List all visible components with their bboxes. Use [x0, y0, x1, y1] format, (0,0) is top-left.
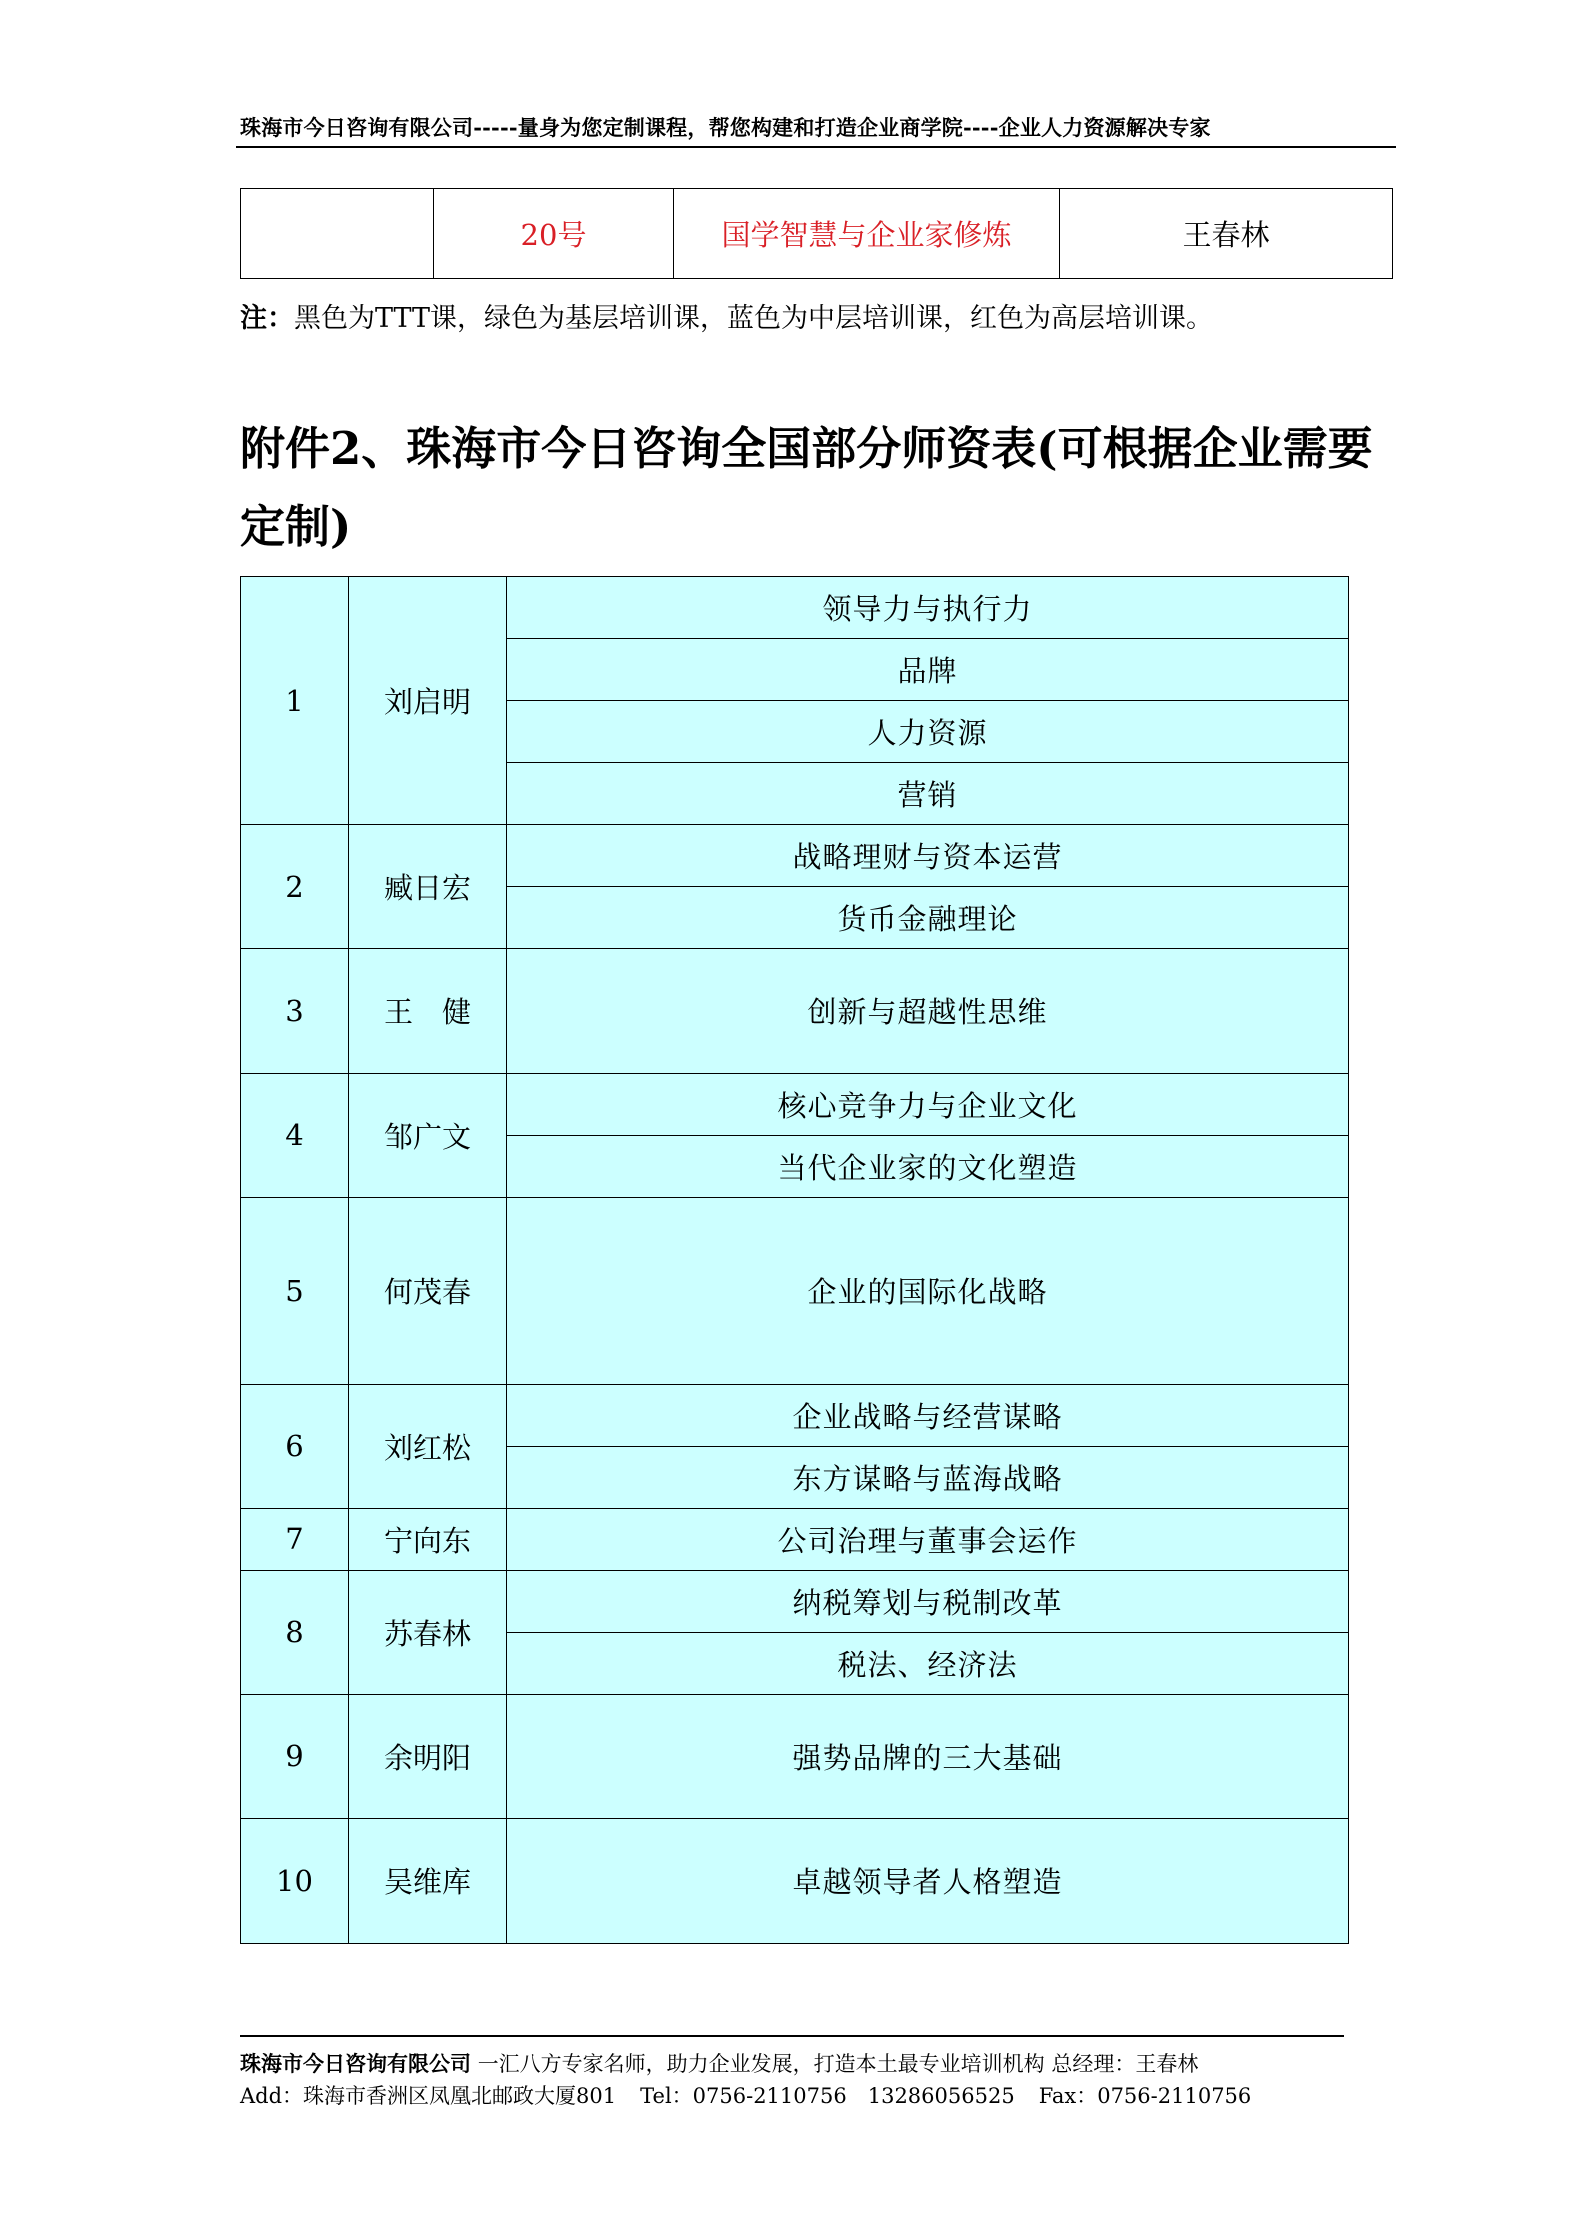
table-row [241, 1508, 1349, 1570]
teacher-name: 邹广文 [349, 1073, 507, 1197]
teacher-name: 刘红松 [349, 1384, 507, 1508]
table-row [241, 1819, 1349, 1944]
teacher-number: 9 [241, 1694, 349, 1819]
course-title: 领导力与执行力 [507, 577, 1349, 639]
table-row [241, 189, 1393, 279]
course-title: 公司治理与董事会运作 [507, 1508, 1349, 1570]
lecturer-cell: 王春林 [1060, 189, 1393, 279]
teacher-number: 10 [241, 1819, 349, 1944]
course-title: 东方谋略与蓝海战略 [507, 1446, 1349, 1508]
teacher-name: 臧日宏 [349, 825, 507, 949]
color-note [240, 296, 1213, 335]
table-row [241, 949, 1349, 1074]
teacher-number: 7 [241, 1508, 349, 1570]
section-title: 附件2、珠海市今日咨询全国部分师资表(可根据企业需要定制) [240, 422, 1373, 553]
teacher-name: 余明阳 [349, 1694, 507, 1819]
table-row [241, 1197, 1349, 1384]
teacher-number: 1 [241, 577, 349, 825]
teacher-number: 5 [241, 1197, 349, 1384]
table-row [241, 1694, 1349, 1819]
teacher-number: 3 [241, 949, 349, 1074]
teacher-number: 4 [241, 1073, 349, 1197]
course-title: 人力资源 [507, 701, 1349, 763]
footer-slogan-line [240, 2048, 1198, 2078]
table-row [241, 1073, 1349, 1135]
teacher-name: 王 健 [349, 949, 507, 1074]
course-title: 税法、经济法 [507, 1632, 1349, 1694]
course-title: 货币金融理论 [507, 887, 1349, 949]
table-row [241, 1384, 1349, 1446]
table-row [241, 577, 1349, 639]
footer-tel: Tel：0756-2110756 13286056525 [640, 2084, 1015, 2108]
note-text: 黑色为TTT课，绿色为基层培训课，蓝色为中层培训课，红色为高层培训课。 [294, 303, 1214, 334]
course-title: 战略理财与资本运营 [507, 825, 1349, 887]
teacher-name: 苏春林 [349, 1570, 507, 1694]
course-title: 企业战略与经营谋略 [507, 1384, 1349, 1446]
top-course-table [240, 188, 1393, 279]
page-header: 珠海市今日咨询有限公司-----量身为您定制课程，帮您构建和打造企业商学院----企业人力资源解决专家 [240, 115, 1211, 140]
course-title: 核心竞争力与企业文化 [507, 1073, 1349, 1135]
footer-slogan: 一汇八方专家名师，助力企业发展，打造本土最专业培训机构 总经理：王春林 [477, 2052, 1199, 2076]
course-title: 创新与超越性思维 [507, 949, 1349, 1074]
note-label: 注： [240, 303, 294, 334]
course-title: 品牌 [507, 639, 1349, 701]
teacher-name: 宁向东 [349, 1508, 507, 1570]
table-row [241, 825, 1349, 887]
course-title-cell: 国学智慧与企业家修炼 [674, 189, 1060, 279]
table-row [241, 1570, 1349, 1632]
teacher-name: 何茂春 [349, 1197, 507, 1384]
course-title: 强势品牌的三大基础 [507, 1694, 1349, 1819]
teacher-table-body [241, 577, 1349, 1944]
teacher-table [240, 576, 1349, 1944]
footer-rule [240, 2035, 1344, 2037]
teacher-name: 吴维库 [349, 1819, 507, 1944]
footer-address: Add：珠海市香洲区凤凰北邮政大厦801 [240, 2084, 617, 2108]
course-number-cell: 20号 [434, 189, 674, 279]
course-title: 纳税筹划与税制改革 [507, 1570, 1349, 1632]
header-rule [236, 146, 1396, 148]
course-title: 当代企业家的文化塑造 [507, 1135, 1349, 1197]
empty-cell [241, 189, 434, 279]
footer-contact-line [240, 2080, 1251, 2110]
footer-fax: Fax：0756-2110756 [1038, 2084, 1252, 2108]
teacher-number: 6 [241, 1384, 349, 1508]
course-title: 营销 [507, 763, 1349, 825]
teacher-name: 刘启明 [349, 577, 507, 825]
course-title: 企业的国际化战略 [507, 1197, 1349, 1384]
footer-company: 珠海市今日咨询有限公司 [240, 2052, 471, 2076]
teacher-number: 8 [241, 1570, 349, 1694]
teacher-number: 2 [241, 825, 349, 949]
course-title: 卓越领导者人格塑造 [507, 1819, 1349, 1944]
